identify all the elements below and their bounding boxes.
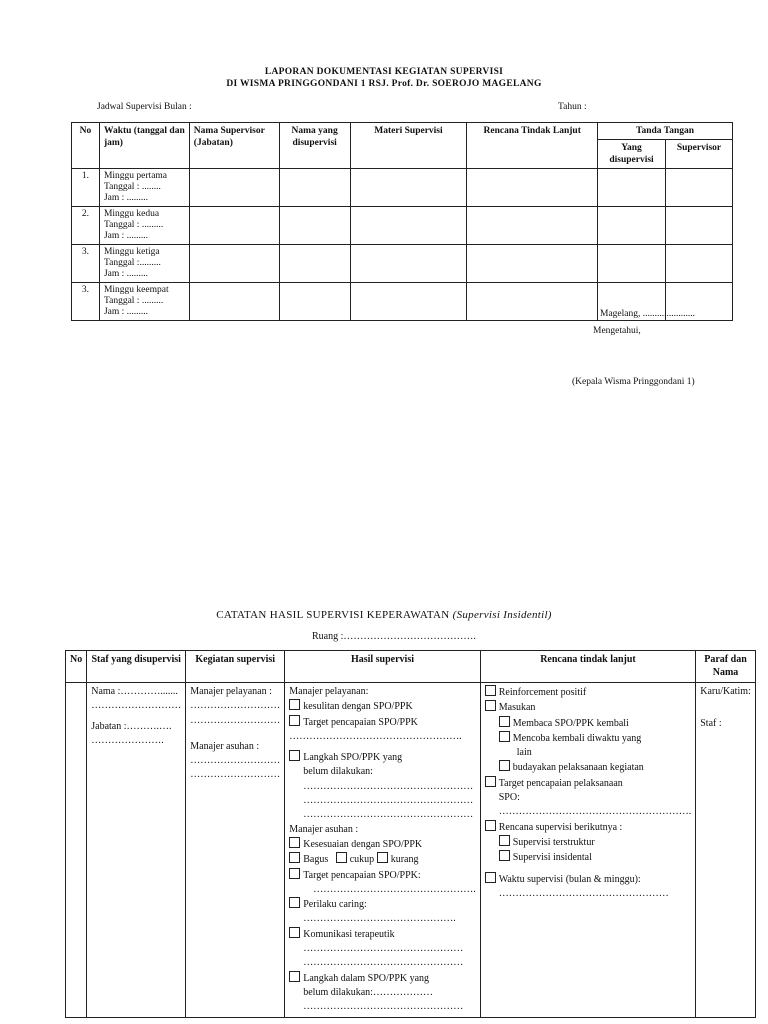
cell-staf: Nama :…………....... ……………………… Jabatan :……….…. …………………. [87, 683, 186, 1018]
cukup-checkbox[interactable] [336, 852, 347, 863]
header-staf: Staf yang disupervisi [87, 651, 186, 683]
header-hasil: Hasil supervisi [285, 651, 481, 683]
header-rencana: Rencana Tindak Lanjut [467, 123, 598, 169]
target2-checkbox[interactable] [289, 868, 300, 879]
header-kegiatan: Kegiatan supervisi [186, 651, 285, 683]
rencana-berikutnya-checkbox[interactable] [485, 820, 496, 831]
header-no: No [72, 123, 100, 169]
bagus-checkbox[interactable] [289, 852, 300, 863]
kurang-checkbox[interactable] [377, 852, 388, 863]
row-waktu: Minggu keempat Tanggal : ......... Jam : ......... [99, 283, 189, 321]
header-ttd-supervisor: Supervisor [665, 140, 732, 169]
row-no: 1. [72, 169, 100, 207]
header-no: No [66, 651, 87, 683]
membaca-checkbox[interactable] [499, 716, 510, 727]
masukan-checkbox[interactable] [485, 700, 496, 711]
insidental-checkbox[interactable] [499, 850, 510, 861]
header-nama-supervisor: Nama Supervisor (Jabatan) [189, 123, 279, 169]
kesesuaian-checkbox[interactable] [289, 837, 300, 848]
header-nama-disupervisi: Nama yang disupervisi [279, 123, 350, 169]
perilaku-checkbox[interactable] [289, 897, 300, 908]
cell-paraf: Karu/Katim: Staf : [696, 683, 756, 1018]
report-title-line2: DI WISMA PRINGGONDANI 1 RSJ. Prof. Dr. SOEROJO MAGELANG [226, 79, 542, 89]
supervision-notes-table [65, 650, 756, 1018]
signer-label: (Kepala Wisma Pringgondani 1) [572, 377, 695, 387]
report-title [0, 66, 768, 90]
mengetahui-label: Mengetahui, [593, 326, 641, 336]
table-row [72, 169, 733, 207]
target-checkbox[interactable] [289, 715, 300, 726]
langkah-checkbox[interactable] [289, 750, 300, 761]
kesulitan-checkbox[interactable] [289, 699, 300, 710]
jadwal-label: Jadwal Supervisi Bulan : [97, 102, 192, 112]
notes-title-main: CATATAN HASIL SUPERVISI KEPERAWATAN [216, 609, 450, 621]
header-paraf: Paraf dan Nama [696, 651, 756, 683]
row-no: 2. [72, 207, 100, 245]
row-waktu: Minggu kedua Tanggal : ......... Jam : ......... [99, 207, 189, 245]
table-row [72, 245, 733, 283]
header-ttd-yang: Yang disupervisi [598, 140, 666, 169]
row-waktu: Minggu ketiga Tanggal :......... Jam : ......... [99, 245, 189, 283]
cell-kegiatan: Manajer pelayanan : ……………………… ……………………… Manajer asuhan : ……………………… ……………………… [186, 683, 285, 1018]
header-waktu: Waktu (tanggal dan jam) [99, 123, 189, 169]
cell-no [66, 683, 87, 1018]
header-tanda-tangan: Tanda Tangan [598, 123, 733, 140]
supervision-schedule-table [71, 122, 733, 321]
row-no: 3. [72, 283, 100, 321]
table-row [72, 207, 733, 245]
langkah2-checkbox[interactable] [289, 971, 300, 982]
notes-title [0, 609, 768, 621]
reinforcement-checkbox[interactable] [485, 685, 496, 696]
terstruktur-checkbox[interactable] [499, 835, 510, 846]
header-rencana: Rencana tindak lanjut [480, 651, 696, 683]
notes-title-italic: (Supervisi Insidentil) [452, 609, 552, 621]
budayakan-checkbox[interactable] [499, 760, 510, 771]
cell-rencana: Reinforcement positif Masukan Membaca SPO/PPK kembali Mencoba kembali diwaktu yang lain budayakan pelaksanaan kegiatan Target pencapaian pelaksanaan SPO: …………………………………………………. Rencana supervisi berikutnya : Supervisi terstruktur Supervisi insidental Waktu supervisi (bulan & minggu): …………………………………………… [480, 683, 696, 1018]
mencoba-checkbox[interactable] [499, 731, 510, 742]
ruang-label: Ruang :…………………………………. [312, 631, 476, 642]
header-materi: Materi Supervisi [350, 123, 467, 169]
magelang-date: Magelang, ...................... [600, 309, 695, 319]
row-no: 3. [72, 245, 100, 283]
komunikasi-checkbox[interactable] [289, 927, 300, 938]
report-title-line1: LAPORAN DOKUMENTASI KEGIATAN SUPERVISI [264, 67, 504, 77]
target-pelaksanaan-checkbox[interactable] [485, 776, 496, 787]
row-waktu: Minggu pertama Tanggal : ........ Jam : ......... [99, 169, 189, 207]
cell-hasil: Manajer pelayanan: kesulitan dengan SPO/PPK Target pencapaian SPO/PPK ……………………………………………. Langkah SPO/PPK yang belum dilakukan: …………………………………………… …………………………………………… …………………………………………… Manajer asuhan : Kesesuaian dengan SPO/PPK Bagus cukup kurang Target pencapaian SPO/PPK: …………………………………………. Perilaku caring: ………………………………………. Komunikasi terapeutik ………………………………………… ………………………………………… Langkah dalam SPO/PPK yang belum dilakukan:……………… ………………………………………… [285, 683, 481, 1018]
tahun-label: Tahun : [558, 102, 587, 112]
waktu-supervisi-checkbox[interactable] [485, 872, 496, 883]
